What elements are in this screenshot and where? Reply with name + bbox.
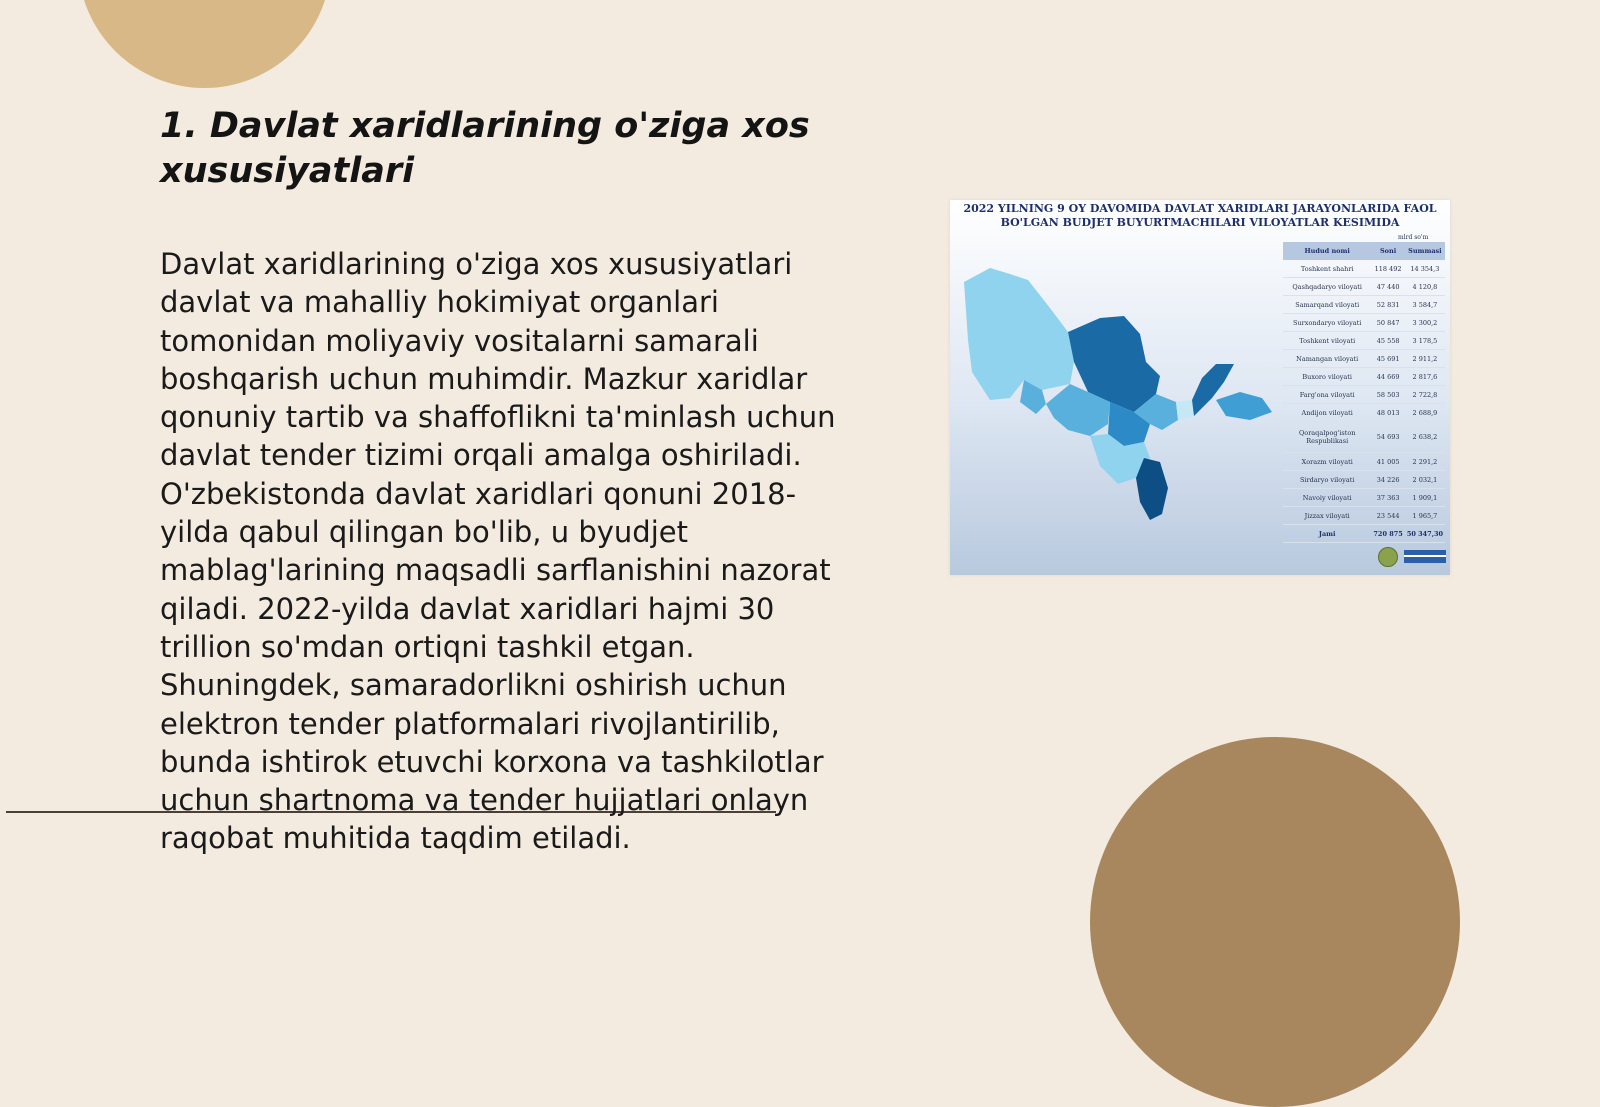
slide-title: 1. Davlat xaridlarining o'ziga xos xususiyatlari	[160, 106, 810, 191]
region-count: 44 669	[1371, 368, 1404, 386]
region-sum: 3 300,2	[1405, 314, 1445, 332]
region-sum: 3 178,5	[1405, 332, 1445, 350]
table-unit-label: mlrd so'm	[1398, 234, 1429, 241]
region-sum: 2 032,1	[1405, 471, 1445, 489]
region-count: 48 013	[1371, 404, 1404, 422]
table-row	[1283, 507, 1445, 525]
decorative-circle-top	[78, 0, 331, 88]
region-name: Qashqadaryo viloyati	[1283, 278, 1371, 296]
table-row	[1283, 260, 1445, 278]
table-row	[1283, 489, 1445, 507]
region-count: 34 226	[1371, 471, 1404, 489]
table-row	[1283, 332, 1445, 350]
region-sum: 2 722,8	[1405, 386, 1445, 404]
region-count: 58 503	[1371, 386, 1404, 404]
region-count: 45 558	[1371, 332, 1404, 350]
table-row	[1283, 296, 1445, 314]
region-name: Jizzax viloyati	[1283, 507, 1371, 525]
table-row	[1283, 278, 1445, 296]
table-row	[1283, 404, 1445, 422]
region-count: 41 005	[1371, 453, 1404, 471]
region-sum: 2 817,6	[1405, 368, 1445, 386]
region-sum: 2 911,2	[1405, 350, 1445, 368]
region-sum: 2 688,9	[1405, 404, 1445, 422]
region-count: 47 440	[1371, 278, 1404, 296]
region-name: Toshkent viloyati	[1283, 332, 1371, 350]
region-count: 45 691	[1371, 350, 1404, 368]
table-total-row	[1283, 525, 1445, 543]
region-name: Namangan viloyati	[1283, 350, 1371, 368]
region-name: Navoiy viloyati	[1283, 489, 1371, 507]
table-row	[1283, 453, 1445, 471]
logo-stripe	[1404, 555, 1446, 557]
region-stats-table	[1283, 242, 1445, 543]
region-count: 37 363	[1371, 489, 1404, 507]
region-sum: 1 909,1	[1405, 489, 1445, 507]
map-region-syrdarya	[1176, 400, 1194, 420]
slide-body-text: Davlat xaridlarining o'ziga xos xususiyatlari davlat va mahalliy hokimiyat organlari tomonidan moliyaviy vositalarni samarali boshqarish uchun muhimdir. Mazkur xaridlar qonuniy tartib va shaffoflikni ta'minlash uchun davlat tender tizimi orqali amalga oshiriladi. O'zbekistonda davlat xaridlari qonuni 2018-yilda qabul qilingan bo'lib, u byudjet mablag'larining maqsadli sarflanishini nazorat qiladi. 2022-yilda davlat xaridlari hajmi 30 trillion so'mdan ortiqni tashkil etgan. Shuningdek, samaradorlikni oshirish uchun elektron tender platformalari rivojlantirilib, bunda ishtirok etuvchi korxona va tashkilotlar uchun shartnoma va tender hujjatlari onlayn raqobat muhitida taqdim etiladi.	[160, 247, 836, 856]
region-count: 50 847	[1371, 314, 1404, 332]
region-name: Sirdaryo viloyati	[1283, 471, 1371, 489]
region-name: Toshkent shahri	[1283, 260, 1371, 278]
region-sum: 4 120,8	[1405, 278, 1445, 296]
uzbekistan-regions-map	[950, 252, 1290, 532]
decorative-circle-bottom	[1090, 737, 1460, 1107]
region-name: Surxondaryo viloyati	[1283, 314, 1371, 332]
agency-logo-icon	[1404, 550, 1446, 563]
region-count: 54 693	[1371, 422, 1404, 453]
infographic-title-line-1: 2022 YILNING 9 OY DAVOMIDA DAVLAT XARIDLARI JARAYONLARIDA FAOL	[963, 202, 1437, 215]
region-count: 118 492	[1371, 260, 1404, 278]
map-region-karakalpakstan	[964, 268, 1074, 400]
region-name: Farg'ona viloyati	[1283, 386, 1371, 404]
total-sum: 50 347,30	[1405, 525, 1445, 543]
table-row	[1283, 386, 1445, 404]
total-count: 720 875	[1371, 525, 1404, 543]
table-header-count: Soni	[1371, 242, 1404, 260]
table-row	[1283, 350, 1445, 368]
region-name: Buxoro viloyati	[1283, 368, 1371, 386]
region-sum: 1 965,7	[1405, 507, 1445, 525]
table-row	[1283, 314, 1445, 332]
region-name: Samarqand viloyati	[1283, 296, 1371, 314]
infographic-title-line-2: BO'LGAN BUDJET BUYURTMACHILARI VILOYATLAR KESIMIDA	[1000, 216, 1400, 229]
region-sum: 14 354,3	[1405, 260, 1445, 278]
infographic-title	[958, 202, 1442, 230]
total-label: Jami	[1283, 525, 1371, 543]
table-header-row	[1283, 242, 1445, 260]
region-count: 23 544	[1371, 507, 1404, 525]
state-emblem-icon	[1378, 547, 1398, 567]
region-sum: 2 291,2	[1405, 453, 1445, 471]
table-header-sum: Summasi	[1405, 242, 1445, 260]
table-row	[1283, 471, 1445, 489]
region-name: Andijon viloyati	[1283, 404, 1371, 422]
map-region-surkhandaryo	[1136, 458, 1168, 520]
table-row	[1283, 368, 1445, 386]
region-name: Qoraqalpog'iston Respublikasi	[1283, 422, 1371, 453]
region-sum: 2 638,2	[1405, 422, 1445, 453]
procurement-infographic	[950, 200, 1450, 575]
table-header-region: Hudud nomi	[1283, 242, 1371, 260]
table-row	[1283, 422, 1445, 453]
region-name: Xorazm viloyati	[1283, 453, 1371, 471]
map-region-fergana-valley	[1216, 392, 1272, 420]
region-sum: 3 584,7	[1405, 296, 1445, 314]
region-count: 52 831	[1371, 296, 1404, 314]
